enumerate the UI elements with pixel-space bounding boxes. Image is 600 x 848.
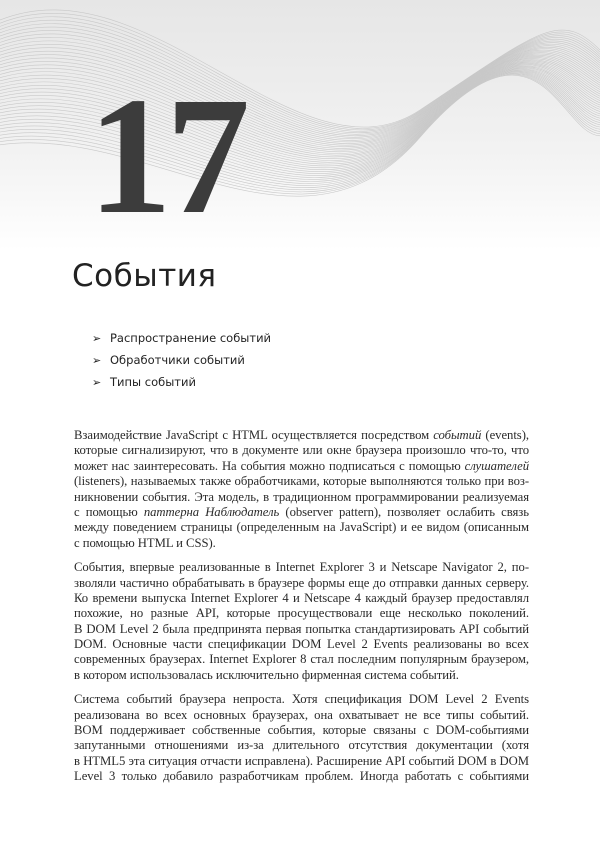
text-line bbox=[74, 428, 529, 443]
chapter-title: События bbox=[72, 258, 217, 294]
text-segment: Ко времени выпуска Internet Explorer 4 и Netscape 4 каждый браузер предоставлял bbox=[74, 590, 529, 605]
text-line bbox=[74, 723, 529, 738]
chapter-number: 17 bbox=[88, 63, 244, 249]
text-segment: (listeners), называемых также обработчиками, которые выполняются только при воз- bbox=[74, 474, 529, 489]
text-segment: запутанными отношениями из-за длительного отсутствия документации (хотя bbox=[74, 738, 529, 753]
text-segment: BOM поддерживает собственные события, которые связаны с DOM-событиями bbox=[74, 723, 529, 738]
text-line bbox=[74, 652, 529, 667]
text-line bbox=[74, 474, 529, 489]
text-segment: Взаимодействие JavaScript с HTML осуществляется посредством bbox=[74, 428, 434, 442]
text-segment: с помощью bbox=[74, 504, 144, 519]
text-segment: похожие, но разные API, которые просуществовали еще несколько поколений. bbox=[74, 606, 529, 621]
text-segment: никновении события. Эта модель, в традиционном программировании реализуемая bbox=[74, 489, 529, 504]
text-segment: зволяли частично обрабатывать в браузере формы еще до отправки данных серверу. bbox=[74, 575, 529, 590]
text-segment: с помощью HTML и CSS). bbox=[74, 535, 216, 550]
toc-item: ➢ Обработчики событий bbox=[92, 351, 271, 373]
toc-item: ➢ Типы событий bbox=[92, 373, 271, 395]
text-segment: в HTML5 эта ситуация отчасти исправлена). Расширение API событий DOM в DOM bbox=[74, 753, 529, 768]
text-line bbox=[74, 769, 529, 784]
emphasized-term: паттерна Наблюдатель bbox=[143, 504, 280, 519]
text-segment: может нас заинтересовать. На события можно подписаться с помощью bbox=[74, 458, 465, 473]
text-line bbox=[74, 622, 529, 637]
text-line bbox=[74, 606, 529, 621]
chapter-contents-list bbox=[92, 329, 271, 395]
toc-item: ➢ Распространение событий bbox=[92, 329, 271, 351]
arrow-bullet-icon: ➢ bbox=[92, 354, 102, 367]
arrow-bullet-icon: ➢ bbox=[92, 332, 102, 345]
text-segment: События, впервые реализованные в Internet Explorer 3 и Netscape Navigator 2, по- bbox=[74, 560, 529, 575]
text-line bbox=[74, 754, 529, 769]
paragraph bbox=[74, 560, 529, 683]
text-segment: Система событий браузера непроста. Хотя спецификация DOM Level 2 Events bbox=[74, 692, 529, 707]
paragraph bbox=[74, 428, 529, 551]
arrow-bullet-icon: ➢ bbox=[92, 376, 102, 389]
text-segment: (observer pattern), позволяет ослабить связь bbox=[279, 504, 529, 519]
body-text bbox=[74, 428, 529, 794]
text-line bbox=[74, 637, 529, 652]
emphasized-term: событий bbox=[433, 428, 482, 442]
text-line bbox=[74, 738, 529, 753]
text-segment: DOM. Основные части спецификации DOM Level 2 Events реализованы во всех bbox=[74, 637, 529, 652]
text-line bbox=[74, 692, 529, 707]
text-line bbox=[74, 576, 529, 591]
text-line bbox=[74, 505, 529, 520]
text-segment: реализована во всех основных браузерах, она охватывает не все типы событий. bbox=[74, 707, 529, 722]
text-line bbox=[74, 520, 529, 535]
text-line bbox=[74, 560, 529, 575]
text-segment: В DOM Level 2 была предпринята первая попытка стандартизировать API событий bbox=[74, 621, 529, 636]
text-line bbox=[74, 708, 529, 723]
text-segment: современных браузерах. Internet Explorer 8 стал последним популярным браузером, bbox=[74, 652, 529, 667]
text-line bbox=[74, 490, 529, 505]
paragraph bbox=[74, 692, 529, 784]
text-segment: между поведением страницы (определенным на JavaScript) и ее видом (описанным bbox=[74, 520, 529, 535]
emphasized-term: слушателей bbox=[464, 458, 529, 473]
text-line bbox=[74, 668, 529, 683]
text-segment: в котором использовалась исключительно фирменная система событий. bbox=[74, 667, 459, 682]
text-line bbox=[74, 591, 529, 606]
text-segment: которые сигнализируют, что в документе или окне браузера произошло что-то, что bbox=[74, 443, 529, 458]
text-line bbox=[74, 459, 529, 474]
text-segment: (events), bbox=[481, 428, 529, 442]
text-line bbox=[74, 536, 529, 551]
text-line bbox=[74, 443, 529, 458]
text-segment: Level 3 только добавило разработчикам проблем. Иногда работать с событиями bbox=[74, 769, 529, 784]
